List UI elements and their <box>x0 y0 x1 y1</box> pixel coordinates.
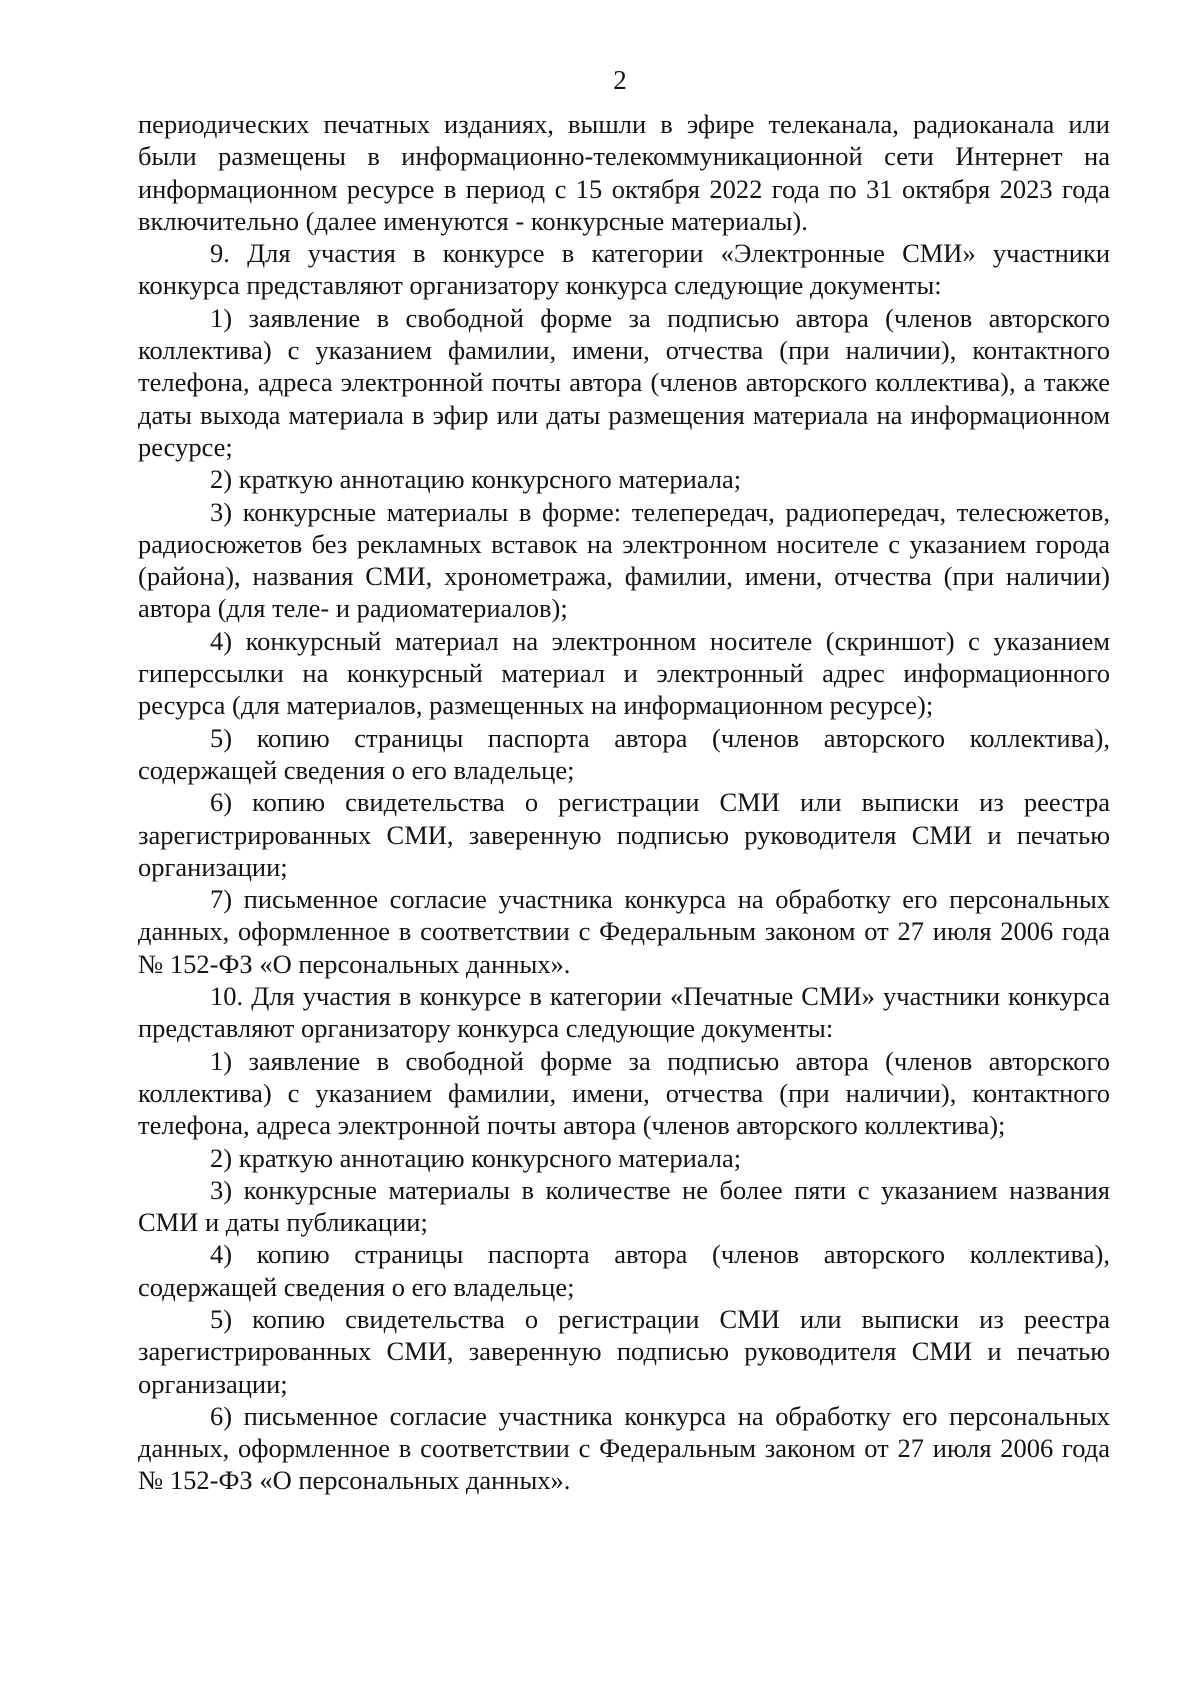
list-item-9-7: 7) письменное согласие участника конкурса на обработку его персональных данных, оформленное в соответствии с Федеральным законом от 27 июля 2006 года № 152-ФЗ «О персональных данных». <box>138 884 1110 979</box>
list-item-10-4: 4) копию страницы паспорта автора (членов авторского коллектива), содержащей сведения о его владельце; <box>138 1239 1110 1302</box>
page-number: 2 <box>613 65 627 95</box>
list-item-9-6: 6) копию свидетельства о регистрации СМИ или выписки из реестра зарегистрированных СМИ, заверенную подписью руководителя СМИ и печатью организации; <box>138 787 1110 882</box>
document-body <box>138 108 1110 1497</box>
list-item-10-3: 3) конкурсные материалы в количестве не более пяти с указанием названия СМИ и даты публикации; <box>138 1174 1110 1238</box>
list-item-10-5: 5) копию свидетельства о регистрации СМИ или выписки из реестра зарегистрированных СМИ, заверенную подписью руководителя СМИ и печатью организации; <box>138 1303 1110 1399</box>
list-item-9-3: 3) конкурсные материалы в форме: телепередач, радиопередач, телесюжетов, радиосюжетов без рекламных вставок на электронном носителе с указанием города (района), названия СМИ, хронометража, фамилии, имени, отчества (при наличии) автора (для теле- и радиоматериалов); <box>138 496 1110 624</box>
paragraph-continuation: периодических печатных изданиях, вышли в эфире телеканала, радиоканала или были размещены в информационно-телекоммуникационной сети Интернет на информационном ресурсе в период с 15 октября 2022 года по 31 октября 2023 года включительно (далее именуются - конкурсные материалы). <box>138 109 1110 236</box>
list-item-10-1: 1) заявление в свободной форме за подписью автора (членов авторского коллектива) с указанием фамилии, имени, отчества (при наличии), контактного телефона, адреса электронной почты автора (членов авторского коллектива); <box>138 1045 1110 1141</box>
paragraph-item-10: 10. Для участия в конкурсе в категории «Печатные СМИ» участники конкурса представляют организатору конкурса следующие документы: <box>138 981 1110 1044</box>
list-item-10-6: 6) письменное согласие участника конкурса на обработку его персональных данных, оформленное в соответствии с Федеральным законом от 27 июля 2006 года № 152-ФЗ «О персональных данных». <box>138 1400 1110 1496</box>
list-item-9-2: 2) краткую аннотацию конкурсного материала; <box>210 464 742 495</box>
list-item-10-2: 2) краткую аннотацию конкурсного материала; <box>210 1142 742 1173</box>
list-item-9-5: 5) копию страницы паспорта автора (членов авторского коллектива), содержащей сведения о его владельце; <box>138 722 1110 785</box>
paragraph-item-9: 9. Для участия в конкурсе в категории «Электронные СМИ» участники конкурса представляют организатору конкурса следующие документы: <box>138 238 1110 301</box>
list-item-9-4: 4) конкурсный материал на электронном носителе (скриншот) с указанием гиперссылки на конкурсный материал и электронный адрес информационного ресурса (для материалов, размещенных на информационном ресурсе); <box>138 625 1110 721</box>
list-item-9-1: 1) заявление в свободной форме за подписью автора (членов авторского коллектива) с указанием фамилии, имени, отчества (при наличии), контактного телефона, адреса электронной почты автора (членов авторского коллектива), а также даты выхода материала в эфир или даты размещения материала на информационном ресурсе; <box>138 302 1110 462</box>
